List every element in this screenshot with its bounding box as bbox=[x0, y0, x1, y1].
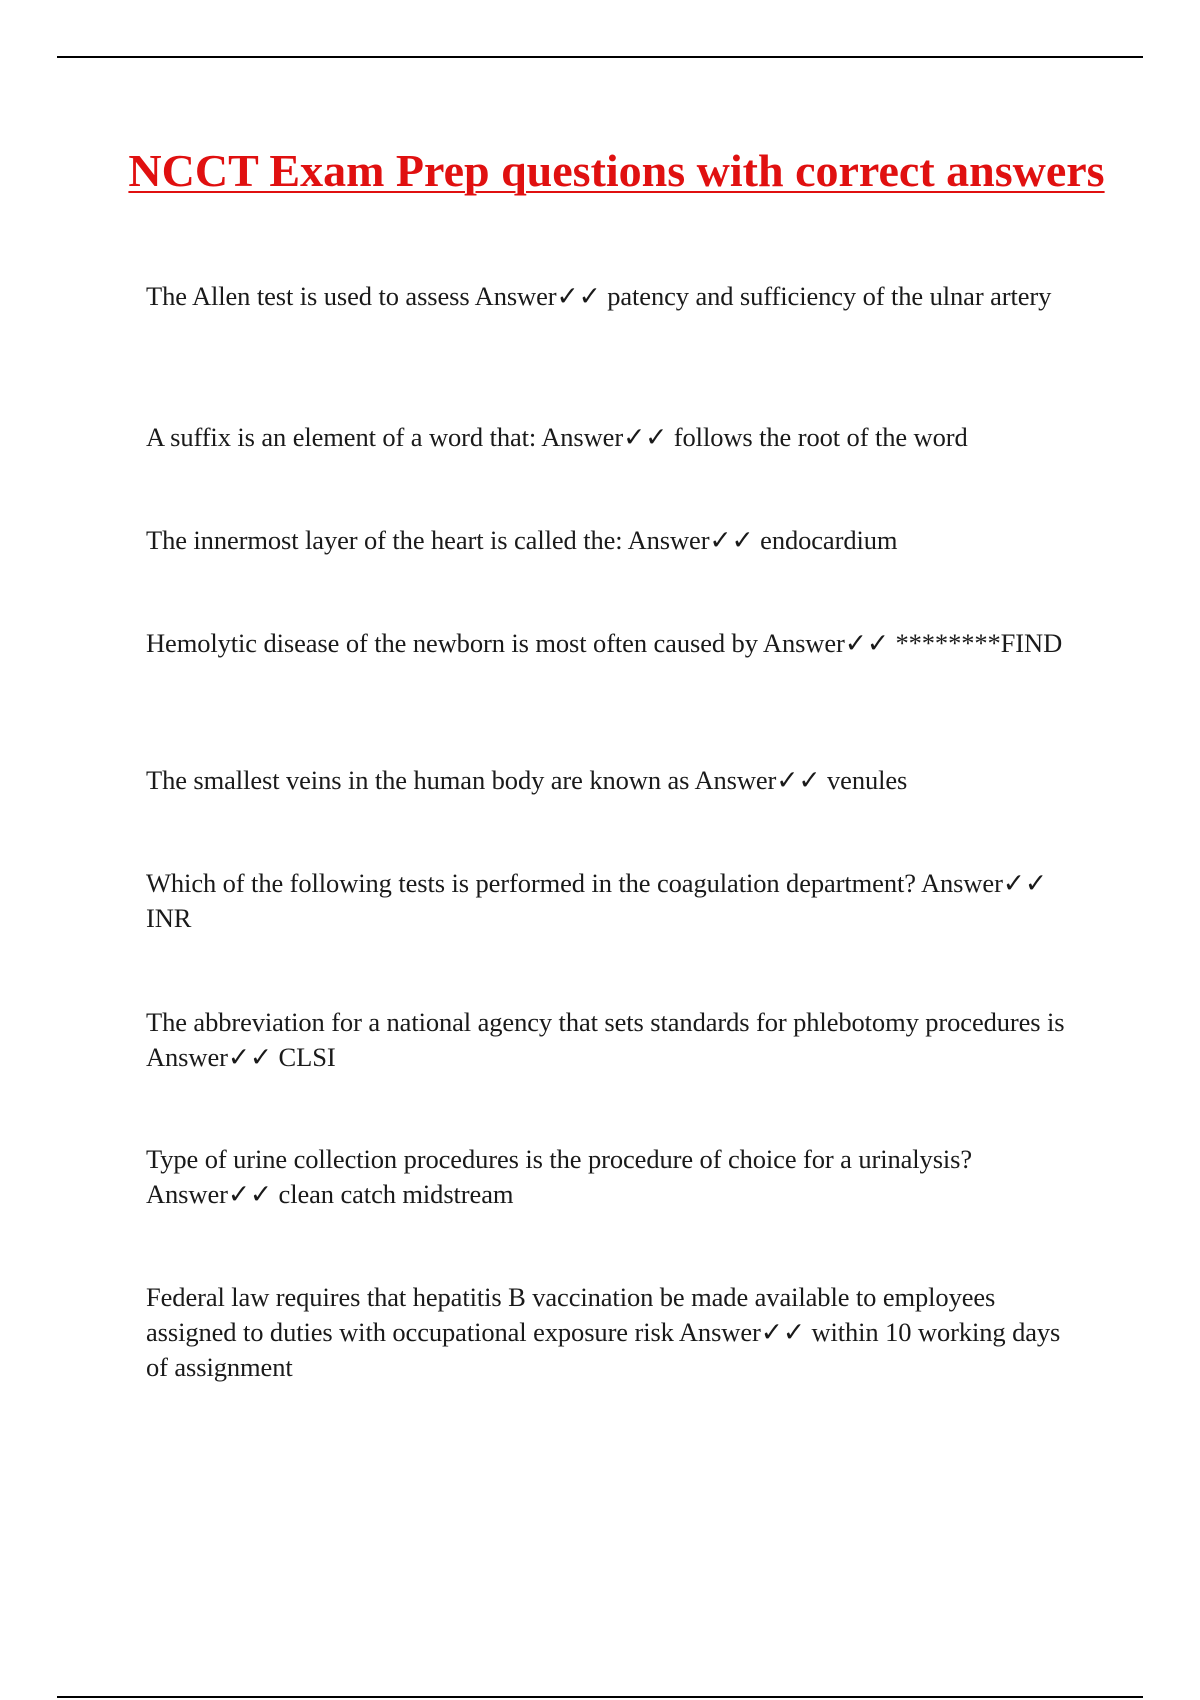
qa-entry-5: The smallest veins in the human body are known as Answer✓✓ venules bbox=[146, 765, 908, 795]
qa-entry-6: Which of the following tests is performed in the coagulation department? Answer✓✓ INR bbox=[146, 868, 1048, 933]
qa-entry-4: Hemolytic disease of the newborn is most often caused by Answer✓✓ ********FIND bbox=[146, 628, 1063, 658]
qa-entry-3: The innermost layer of the heart is called the: Answer✓✓ endocardium bbox=[146, 525, 898, 555]
qa-entry-8: Type of urine collection procedures is the procedure of choice for a urinalysis? Answer✓✓ clean catch midstream bbox=[146, 1144, 973, 1209]
bottom-rule bbox=[57, 1696, 1143, 1698]
qa-entry-7: The abbreviation for a national agency that sets standards for phlebotomy procedures is Answer✓✓ CLSI bbox=[146, 1007, 1065, 1072]
qa-entry-2: A suffix is an element of a word that: Answer✓✓ follows the root of the word bbox=[146, 422, 968, 452]
qa-entry-9: Federal law requires that hepatitis B vaccination be made available to employees assigned to duties with occupational exposure risk Answer✓✓ within 10 working days of assignment bbox=[146, 1282, 1061, 1382]
document-title: NCCT Exam Prep questions with correct answers bbox=[128, 145, 1105, 196]
qa-entry-1: The Allen test is used to assess Answer✓✓ patency and sufficiency of the ulnar artery bbox=[146, 281, 1052, 311]
top-rule bbox=[57, 56, 1143, 58]
